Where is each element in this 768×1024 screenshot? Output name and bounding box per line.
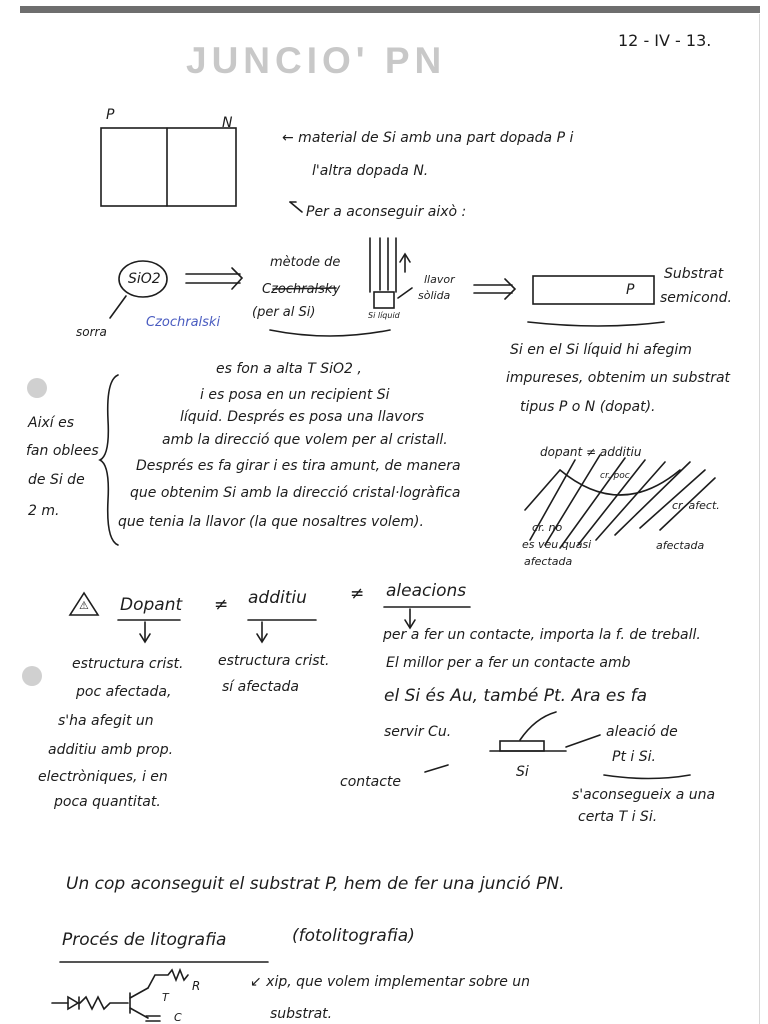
substrat-label-2: semicond. [660,290,732,306]
additiu-label: additiu [248,588,307,608]
left-brace [100,375,118,545]
pn-block-diagram [101,128,236,206]
impureses-2: impureses, obtenim un substrat [506,370,731,386]
sorra-label: sorra [76,325,107,339]
label-n: N [222,115,233,131]
oblees-paragraph-3: líquid. Després es posa una llavors [180,409,425,425]
circuit-label-c: C [174,1011,182,1024]
contact-pad [500,741,544,751]
contacte-label: contacte [340,774,402,790]
dopant-desc-1: estructura crist. [72,656,184,672]
dopant-desc-2: poc afectada, [76,684,172,700]
oblees-side-4: 2 m. [28,503,60,519]
aleacio-label-1: aleació de [606,724,678,740]
aleacions-desc-1: per a fer un contacte, importa la f. de treball. [383,627,701,643]
aleacions-desc-4: servir Cu. [384,724,452,740]
substrat-label-1: Substrat [664,266,724,282]
dopant-desc-3: s'ha afegit un [58,713,154,729]
sio2-label: SiO2 [128,271,161,287]
fotolitografia: (fotolitografia) [292,926,415,946]
scratched-text-1: dopant ≠ additiu [540,445,642,459]
oblees-paragraph-6: que obtenim Si amb la direcció cristal·logràfica [130,485,461,501]
contact-wire [520,712,556,740]
metode-label: mètode de [270,255,341,270]
impureses-3: tipus P o N (dopat). [520,399,656,415]
scratched-text-7: afectada [656,539,705,552]
crucible-bottom [374,292,394,308]
arrow-to-sorra [110,296,126,318]
oblees-paragraph-5: Després es fa girar i es tira amunt, de manera [136,458,461,474]
scratched-text-5: es veu quasi [522,538,592,551]
oblees-paragraph-4: amb la direcció que volem per al cristall. [162,432,448,448]
scratched-text-3: cr. afect. [672,499,720,512]
xip-note-1: ↙ xip, que volem implementar sobre un [250,974,531,990]
pn-description-2: l'altra dopada N. [312,163,429,179]
solida-label: sòlida [418,289,451,302]
circuit-label-t: T [162,991,169,1004]
neq-1: ≠ [214,595,229,615]
oblees-side-2: fan oblees [26,443,99,459]
xip-note-2: substrat. [270,1006,333,1022]
junction-sentence: Un cop aconseguit el substrat P, hem de fer una junció PN. [66,874,565,894]
circuit-label-r: R [192,979,201,993]
arrow-aleacio [566,735,600,747]
substrat-rect [533,276,654,304]
aleacions-desc-3: el Si és Au, també Pt. Ara es fa [384,686,648,706]
oblees-side-1: Així es [28,415,74,431]
additiu-desc-2: sí afectada [222,679,299,695]
llavor-label: llavor [424,273,455,286]
brace-under-czochralski [270,330,390,336]
warning-mark: ⚠ [79,599,89,612]
label-p: P [106,107,115,123]
impureses-1: Si en el Si líquid hi afegim [510,342,692,358]
brace-aleacio [604,775,690,779]
dopant-desc-6: poca quantitat. [54,794,161,810]
dopant-desc-4: additiu amb prop. [48,742,174,758]
neq-2: ≠ [350,584,365,604]
page-title: JUNCIO' PN [186,40,447,81]
arrow-per-aconseguir [290,202,302,212]
oblees-paragraph-2: i es posa en un recipient Si [200,387,390,403]
aleacions-desc-2: El millor per a fer un contacte amb [386,655,631,671]
aconsegueix-1: s'aconsegueix a una [572,787,716,803]
aleacio-label-2: Pt i Si. [612,749,656,765]
aleacions-label: aleacions [386,581,467,601]
pn-description-1: ← material de Si amb una part dopada P i [282,130,574,146]
oblees-paragraph-7: que tenia la llavor (la que nosaltres volem). [118,514,424,530]
arrow-contacte [425,765,448,772]
si-label: Si [516,764,529,780]
oblees-side-3: de Si de [28,472,85,488]
aconsegueix-2: certa T i Si. [578,809,658,825]
czochralsky-struck: Czochralsky [262,282,341,297]
scratched-text-2: cr. poc [600,471,630,481]
dopant-label: Dopant [120,595,183,615]
scratched-text-4: cr. no [532,521,563,534]
czochralski-name: Czochralski [146,315,221,330]
pn-description-3: Per a aconseguir això : [306,204,467,220]
dopant-desc-5: electròniques, i en [38,769,168,785]
underline-substrat [528,322,664,326]
substrat-p: P [626,282,635,298]
si-liquid-label: Si líquid [368,311,400,320]
scratched-text-6: afectada [524,555,573,568]
additiu-desc-1: estructura crist. [218,653,330,669]
proces-litografia: Procés de litografia [62,930,227,950]
oblees-paragraph-1: es fon a alta T SiO2 , [216,361,362,377]
date: 12 - IV - 13. [618,31,712,50]
per-si-label: (per al Si) [252,305,316,320]
